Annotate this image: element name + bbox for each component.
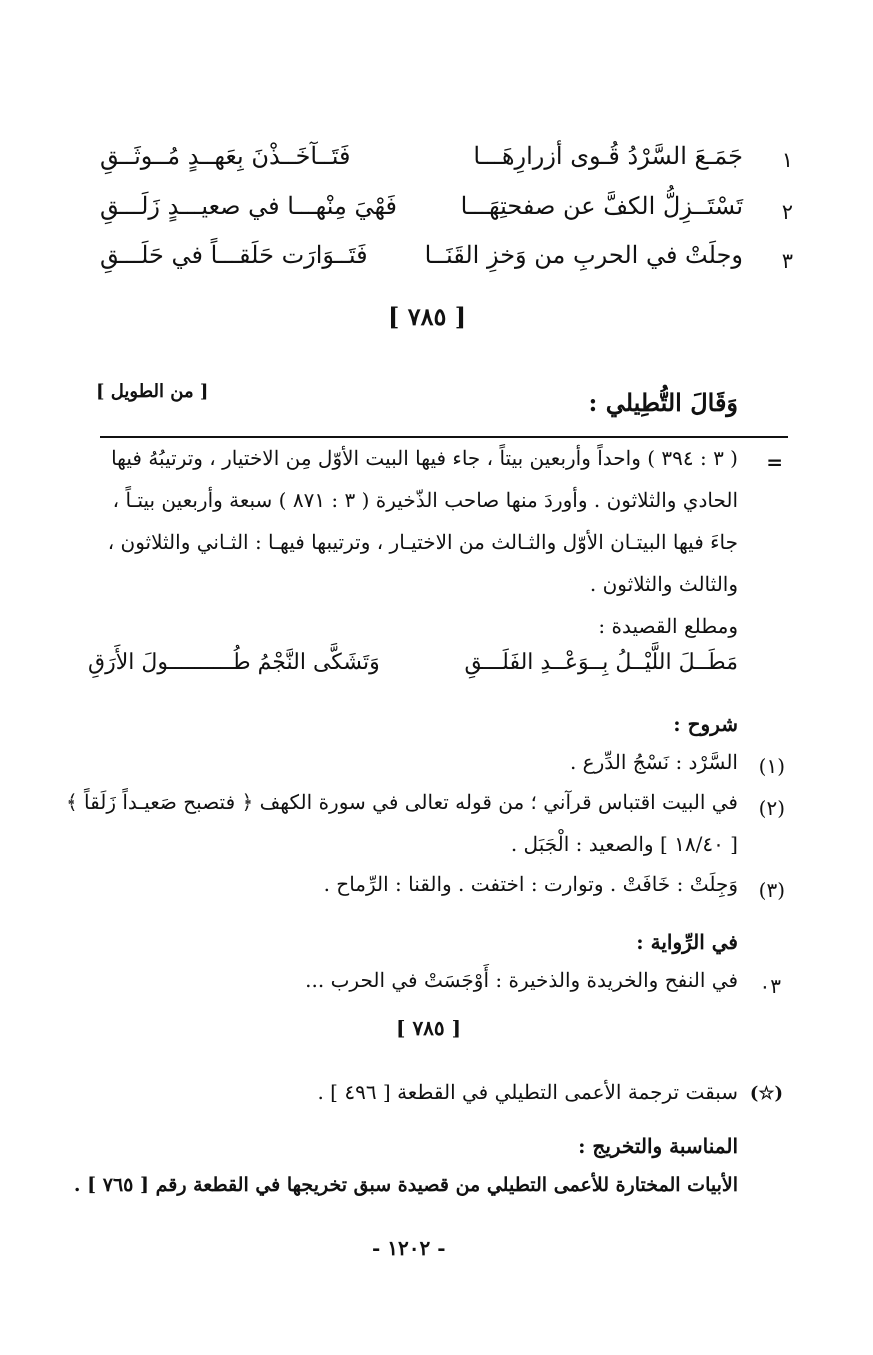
commentary-line: [ ١٨/٤٠ ] والصعيد : الْجَبَل .: [510, 832, 738, 856]
verse-second-hemistich: فَتَــآخَــذْنَ بِعَهــدٍ مُــوثَــقِ: [100, 142, 351, 170]
note-line: ( ٣ : ٣٩٤ ) واحداً وأربعين بيتاً ، جاء فيها البيت الأوّل مِن الاختيار ، وترتيبُهُ فيها: [111, 446, 738, 470]
opening-label: ومطلع القصيدة :: [598, 614, 738, 638]
star-note-text: سبقت ترجمة الأعمى التطيلي في القطعة [ ٤٩٦ ] .: [317, 1080, 738, 1104]
meter-label: [ من الطويل ]: [96, 381, 209, 402]
section-number: [ ٧٨٥ ]: [396, 1016, 462, 1040]
takhrij-heading: المناسبة والتخريج :: [578, 1134, 738, 1158]
verse-second-hemistich: فَتَــوَارَت حَلَقـــاً في حَلَـــقِ: [100, 241, 368, 269]
verse-number: ٢: [781, 200, 793, 224]
page-number: - ١٢٠٢ -: [372, 1236, 446, 1260]
note-line: والثالث والثلاثون .: [589, 572, 738, 596]
commentary-number: (١): [758, 754, 785, 778]
opening-verse-second: وَتَشَكَّى النَّجْمُ طُــــــــــولَ الأَرَقِ: [88, 650, 380, 675]
variant-text: في النفح والخريدة والذخيرة : أَوْجَسَتْ في الحرب ...: [305, 968, 738, 992]
star-note-mark: (☆): [749, 1083, 783, 1104]
takhrij-text: الأبيات المختارة للأعمى التطيلي من قصيدة سبق تخريجها في القطعة رقم [ ٧٦٥ ] .: [73, 1174, 738, 1196]
poet-heading: وَقَالَ التُّطِيلي :: [588, 388, 738, 417]
commentary-number: (٣): [758, 878, 785, 902]
commentary-heading: شروح :: [673, 712, 738, 736]
verse-first-hemistich: تَسْتَــزِلُّ الكفَّ عن صفحتِهَـــا: [460, 192, 743, 220]
note-line: الحادي والثلاثون . وأوردَ منها صاحب الذّخيرة ( ٣ : ٨٧١ ) سبعة وأربعين بيتـاً ،: [112, 488, 738, 512]
commentary-line: في البيت اقتباس قرآني ؛ من قوله تعالى في سورة الكهف ﴿ فتصبح صَعيـداً زَلَقاً ﴾: [65, 790, 738, 814]
commentary-number: (٢): [758, 796, 785, 820]
verse-number: ٣: [781, 249, 793, 273]
continuation-mark: =: [766, 450, 783, 474]
verse-number: ١: [781, 148, 793, 172]
verse-first-hemistich: وجلَتْ في الحربِ من وَخزِ القَنَــا: [424, 241, 743, 269]
commentary-line: وَجِلَتْ : خَافَتْ . وتوارت : اختفت . والقنا : الرِّماح .: [323, 872, 738, 896]
section-number: [ ٧٨٥ ]: [388, 302, 467, 331]
commentary-line: السَّرْد : نَسْجُ الدِّرع .: [569, 750, 738, 774]
note-line: جاءَ فيها البيتـان الأوّل والثـالث من الاختيـار ، وترتيبها فيهـا : الثـاني والثلاثون ،: [107, 530, 738, 554]
variants-heading: في الرِّواية :: [636, 930, 738, 954]
verse-first-hemistich: جَمَـعَ السَّرْدُ قُـوى أزرارِهَـــا: [473, 142, 743, 170]
verse-second-hemistich: فَهْيَ مِنْهـــا في صعيـــدٍ زَلَـــقِ: [100, 192, 397, 220]
variant-number: ٠٣: [759, 974, 781, 998]
heading-rule: [100, 436, 788, 438]
opening-verse-first: مَطَــلَ اللَّيْــلُ بِــوَعْــدِ الفَلَـــقِ: [464, 650, 738, 675]
